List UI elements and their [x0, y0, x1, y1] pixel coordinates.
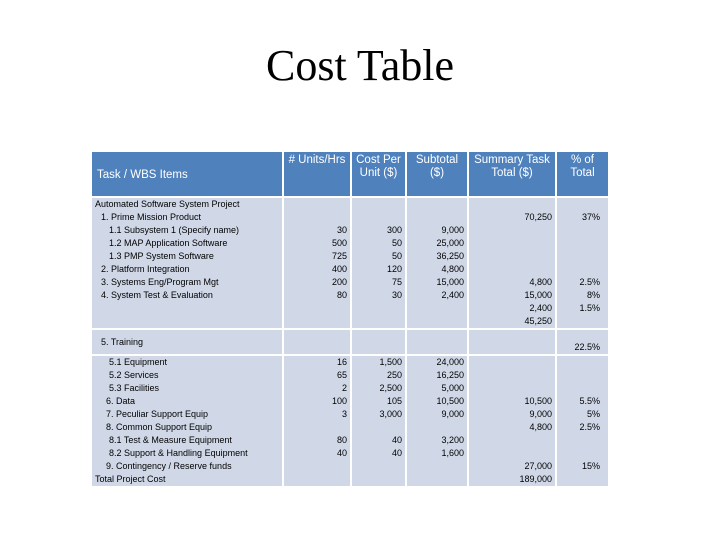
cost-table — [90, 150, 610, 488]
cost-values: 300 50 50 120 75 30 — [386, 225, 402, 300]
cost-values: 1,500 250 2,500 105 3,000 40 40 — [379, 357, 402, 458]
units-values: 30 500 725 400 200 80 — [331, 225, 347, 300]
task-training: 5. Training — [101, 336, 144, 347]
pct-cell — [557, 356, 608, 486]
cost-cell — [352, 356, 405, 486]
table-row — [92, 356, 608, 486]
task-prime: 1. Prime Mission Product — [101, 212, 202, 222]
subtotal-cell — [407, 356, 467, 486]
empty-cell — [407, 330, 467, 354]
training-pct: 22.5% — [574, 342, 600, 352]
pct-values: 5.5% 5% 2.5% 15% — [579, 396, 600, 471]
task-cell — [92, 356, 282, 486]
pct-cell — [557, 330, 608, 354]
summary-cell — [469, 198, 555, 328]
empty-cell — [352, 330, 405, 354]
header-summary: Summary Task Total ($) — [469, 152, 555, 196]
summary-values: 10,500 9,000 4,800 27,000 189,000 — [519, 396, 552, 484]
empty-cell — [469, 330, 555, 354]
header-pct: % of Total — [557, 152, 608, 196]
units-cell — [284, 356, 350, 486]
task-integration: 2. Platform Integration — [101, 264, 190, 274]
header-cost: Cost Per Unit ($) — [352, 152, 405, 196]
task-cell — [92, 198, 282, 328]
summary-values: 70,250 4,800 15,000 2,400 45,250 — [524, 212, 552, 326]
pct-cell — [557, 198, 608, 328]
units-values: 16 65 2 100 3 80 40 — [331, 357, 347, 458]
page-title: Cost Table — [266, 41, 454, 90]
subtotal-values: 24,000 16,250 5,000 10,500 9,000 3,200 1,600 — [436, 357, 464, 458]
cost-cell — [352, 198, 405, 328]
units-cell — [284, 198, 350, 328]
header-task: Task / WBS Items — [92, 152, 282, 196]
task-cell — [92, 330, 282, 354]
subtotal-cell — [407, 198, 467, 328]
pct-values: 37% 2.5% 8% 1.5% — [579, 212, 600, 313]
task-test-eval: 4. System Test & Evaluation — [101, 290, 213, 300]
header-subtotal: Subtotal ($) — [407, 152, 467, 196]
task-total: Total Project Cost — [95, 474, 166, 484]
task-data: 6. Data — [106, 396, 136, 406]
task-facilities: 5.3 Facilities — [109, 383, 160, 393]
table-row — [92, 198, 608, 328]
task-support-handling: 8.2 Support & Handling Equipment — [109, 448, 248, 458]
task-common: 8. Common Support Equip — [106, 422, 213, 432]
task-contingency: 9. Contingency / Reserve funds — [106, 461, 232, 471]
task-peculiar: 7. Peculiar Support Equip — [106, 409, 209, 419]
header-units: # Units/Hrs — [284, 152, 350, 196]
task-test-measure: 8.1 Test & Measure Equipment — [109, 435, 232, 445]
table-row — [92, 330, 608, 354]
empty-cell — [284, 330, 350, 354]
summary-cell — [469, 356, 555, 486]
task-equipment: 5.1 Equipment — [109, 357, 168, 367]
task-services: 5.2 Services — [109, 370, 159, 380]
task-sub2: 1.2 MAP Application Software — [109, 238, 228, 248]
subtotal-values: 9,000 25,000 36,250 4,800 15,000 2,400 — [436, 225, 464, 300]
header-row — [92, 152, 608, 196]
task-systems-eng: 3. Systems Eng/Program Mgt — [101, 277, 219, 287]
task-sub1: 1.1 Subsystem 1 (Specify name) — [109, 225, 240, 235]
task-sub3: 1.3 PMP System Software — [109, 251, 214, 261]
task-project: Automated Software System Project — [95, 199, 240, 209]
